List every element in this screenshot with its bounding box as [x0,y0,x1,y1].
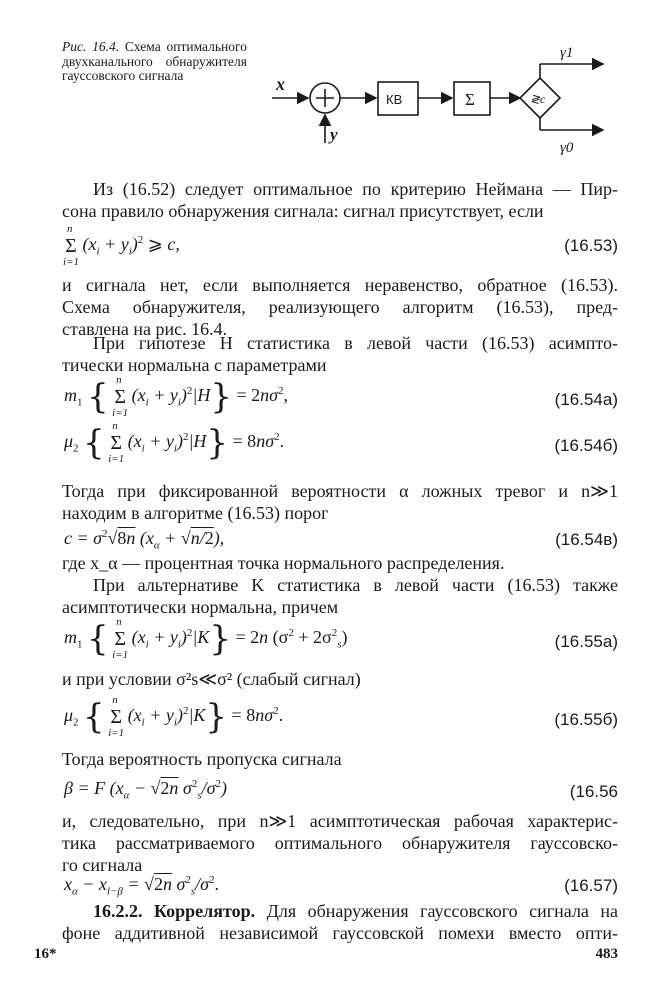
equation-16-56: β = F ($x_\alpha - √2n$ $\sigma^2_s/\sigma^2$) (16.56 [64,778,618,802]
text-line [62,900,618,922]
sum-label: Σ [465,90,475,109]
text-line: Схема обнаружителя, реализующего алгоритм (16.53), пред- [62,297,618,317]
text-line: и, следовательно, при n≫1 асимптотическая рабочая характерис- [62,811,618,831]
page-number: 483 [595,946,618,962]
equation-number: (16.56 [569,782,618,801]
paragraph-4 [62,480,618,524]
equation-number: (16.57) [564,876,618,895]
equation-16-54v: $c = \sigma^2√8n$ $(x_\alpha + √n/2)$, (16.54в) [64,528,618,552]
figure-caption-text: Схема оптимального двухканального обнаружителя гауссовского сигнала [62,39,247,83]
text-line: тически нормальна с параметрами [62,355,327,375]
text-line-rest: Для обнаружения гауссовского сигнала на [266,901,619,921]
equation-16-55a: $m_1$ { n Σ i=1 $(x_i + y_i)^2|K\} = 2n$ $(\sigma^2 + 2\sigma^2_s)$ (16.55а) [64,616,618,661]
compare-label: ≷c [530,92,546,106]
output-1-label: γ1 [560,45,574,61]
equation-16-53: n Σ i=1 $(x_i + y_i)^2$ ⩾ c, (16.53) [63,222,618,268]
text-line: и при условии σ²s≪σ² (слабый сигнал) [62,669,361,689]
paragraph-3 [62,332,618,376]
equation-number: (16.54а) [554,390,618,409]
paragraph-9 [62,810,618,876]
equation-number: (16.55а) [554,632,618,651]
paragraph-5 [62,552,618,574]
text-line: тика рассматриваемого оптимального обнаружителя гауссовско- [62,833,618,853]
text-line: и сигнала нет, если выполняется неравенство, обратное (16.53). [62,275,618,295]
paragraph-10 [62,900,618,944]
section-heading: 16.2.2. Коррелятор. [93,901,256,921]
paragraph-2 [62,274,618,340]
input-x-label: x [276,74,285,94]
text-line: го сигнала [62,855,143,875]
paragraph-6 [62,574,618,618]
equation-16-54b: $\mu_2$ { n Σ i=1 $(x_i + y_i)^2|H\} = 8n\sigma^2$. (16.54б) [64,420,618,465]
equation-number: (16.55б) [554,710,618,729]
detector-block-diagram [268,40,618,165]
text-line: где x_α — процентная точка нормального распределения. [62,553,505,573]
equation-number: (16.54б) [554,436,618,455]
text-line: ставлена на рис. 16.4. [62,319,228,339]
equation-number: (16.54в) [555,530,618,549]
text-line: При альтернативе K статистика в левой части (16.53) также [93,575,618,595]
equation-16-54a: $m_1$ { n Σ i=1 $(x_i + y_i)^2|H\} = 2n\sigma^2$, (16.54а) [64,374,618,419]
text-line: асимптотически нормальна, причем [62,597,339,617]
signature-mark: 16* [34,946,57,962]
output-0-label: γ0 [560,140,574,156]
figure-caption-label: Рис. 16.4. [62,39,120,54]
figure-caption [62,40,247,84]
text-line: сона правило обнаружения сигнала: сигнал присутствует, если [62,201,544,221]
text-line: Тогда вероятность пропуска сигнала [62,749,342,769]
text-line: При гипотезе H статистика в левой части (16.53) асимпто- [93,333,618,353]
equation-number: (16.53) [564,236,618,255]
equation-16-55b: $\mu_2$ { n Σ i=1 $(x_i + y_i)^2|K\} = 8n\sigma^2$. (16.55б) [64,694,618,739]
paragraph-7 [62,668,618,690]
paragraph-1 [62,178,618,222]
paragraph-8 [62,748,618,770]
equation-16-57: $x_\alpha - x_{l-\beta} = √2n$ $\sigma^2_s/\sigma^2$. (16.57) [64,874,618,898]
text-line: находим в алгоритме (16.53) порог [62,503,329,523]
text-line: фоне аддитивной независимой гауссовской помехи вместо опти- [62,923,618,943]
text-line: Тогда при фиксированной вероятности α ложных тревог и n≫1 [62,481,618,501]
text-line: Из (16.52) следует оптимальное по критерию Неймана — Пир- [93,179,618,199]
kv-label: КВ [386,92,403,107]
input-y-label: y [330,125,338,144]
